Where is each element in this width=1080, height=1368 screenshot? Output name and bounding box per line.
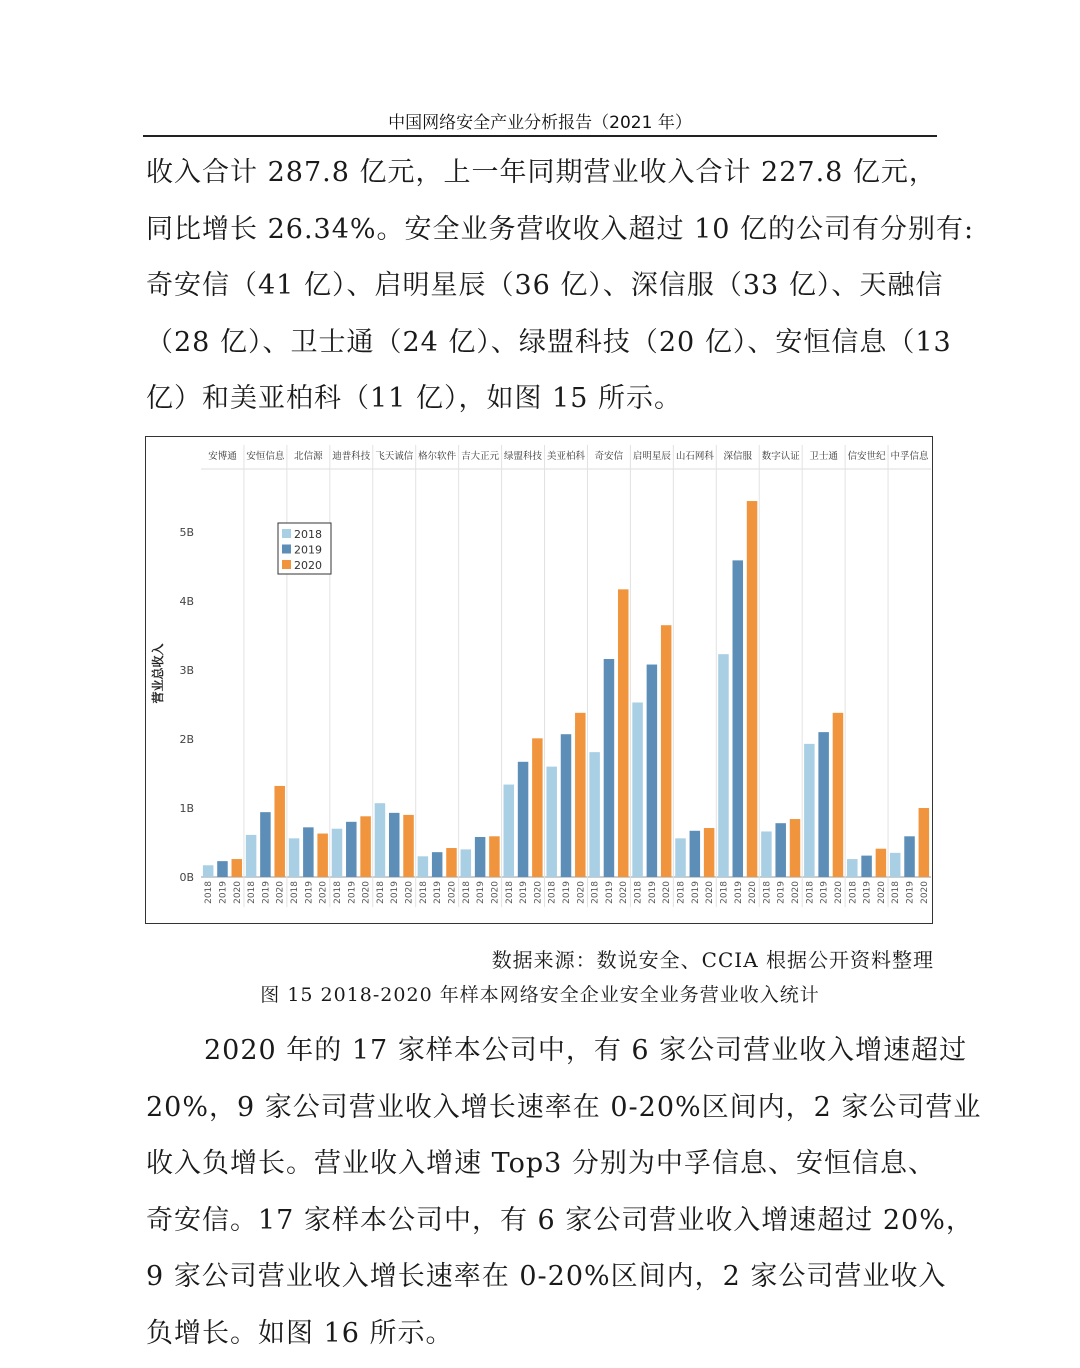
bar-2018 (375, 803, 386, 877)
bar-2018 (761, 831, 772, 877)
year-tick-label: 2018 (590, 881, 601, 904)
bar-2020 (575, 713, 586, 877)
year-tick-label: 2020 (275, 881, 286, 904)
year-tick-label: 2018 (719, 881, 730, 904)
year-tick-label: 2020 (748, 881, 759, 904)
bar-2018 (418, 856, 429, 877)
year-tick-label: 2020 (705, 881, 716, 904)
year-tick-label: 2020 (232, 881, 243, 904)
text-line: 20%，9 家公司营业收入增长速率在 0-20%区间内，2 家公司营业 (146, 1091, 982, 1123)
page-header: 中国网络安全产业分析报告（2021 年） (388, 113, 692, 133)
year-tick-label: 2020 (619, 881, 630, 904)
year-tick-label: 2019 (819, 881, 830, 904)
category-label: 美亚柏科 (546, 451, 586, 462)
year-tick-label: 2018 (332, 881, 343, 904)
bar-2020 (532, 738, 543, 877)
category-label: 山石网科 (675, 451, 714, 462)
year-tick-label: 2020 (404, 881, 415, 904)
bar-2019 (346, 822, 357, 877)
bar-2018 (246, 835, 257, 877)
bar-2018 (718, 654, 729, 877)
legend-swatch (282, 560, 291, 569)
bar-2020 (704, 828, 715, 877)
text-line: 奇安信。17 家样本公司中，有 6 家公司营业收入增速超过 20%， (146, 1204, 974, 1236)
category-label: 启明星辰 (632, 451, 671, 462)
bar-2019 (733, 560, 744, 877)
bar-2018 (289, 838, 300, 877)
year-tick-label: 2019 (476, 881, 487, 904)
bar-2019 (217, 861, 228, 877)
bar-2018 (546, 767, 557, 877)
y-tick-label: 2B (179, 733, 194, 747)
bar-2018 (589, 752, 600, 877)
year-tick-label: 2018 (547, 881, 558, 904)
bar-2019 (303, 827, 314, 877)
y-tick-label: 0B (179, 871, 194, 884)
legend-label: 2019 (294, 543, 322, 557)
bar-2020 (618, 589, 629, 877)
bar-2019 (904, 836, 915, 877)
bar-2019 (260, 812, 271, 877)
year-tick-label: 2020 (662, 881, 673, 904)
year-tick-label: 2018 (848, 881, 859, 904)
category-label: 信安世纪 (847, 451, 886, 462)
year-tick-label: 2019 (862, 881, 873, 904)
bar-2018 (332, 829, 343, 877)
bar-2018 (203, 865, 214, 877)
category-label: 吉大正元 (461, 451, 500, 462)
year-tick-label: 2020 (876, 881, 887, 904)
bar-2019 (432, 852, 443, 877)
year-tick-label: 2018 (204, 881, 215, 904)
text-line: 奇安信（41 亿）、启明星辰（36 亿）、深信服（33 亿）、天融信 (146, 270, 944, 301)
legend-swatch (282, 529, 291, 538)
year-tick-label: 2020 (447, 881, 458, 904)
revenue-bar-chart (146, 437, 934, 925)
bar-2018 (504, 785, 514, 877)
year-tick-label: 2019 (433, 881, 444, 904)
category-label: 奇安信 (594, 451, 624, 462)
bar-2019 (389, 813, 400, 877)
bar-2020 (274, 786, 285, 877)
legend-label: 2018 (294, 528, 322, 541)
bar-2018 (890, 853, 901, 877)
bar-2020 (661, 625, 672, 877)
y-tick-label: 3B (179, 664, 194, 678)
category-label: 深信服 (723, 451, 753, 462)
header-rule (143, 135, 937, 137)
category-label: 绿盟科技 (504, 451, 543, 462)
chart-figure (145, 436, 933, 924)
text-line: 2020 年的 17 家样本公司中，有 6 家公司营业收入增速超过 (204, 1035, 968, 1066)
bar-2019 (604, 659, 615, 877)
bar-2019 (775, 823, 786, 877)
text-line: 同比增长 26.34%。安全业务营收收入超过 10 亿的公司有分别有: (146, 213, 975, 245)
year-tick-label: 2018 (504, 881, 515, 904)
text-line: （28 亿）、卫士通（24 亿）、绿盟科技（20 亿）、安恒信息（13 (146, 326, 952, 358)
y-tick-label: 4B (179, 595, 194, 609)
bar-2020 (403, 815, 414, 877)
year-tick-label: 2019 (733, 881, 744, 904)
text-line: 收入合计 287.8 亿元，上一年同期营业收入合计 227.8 亿元， (146, 157, 937, 188)
text-line: 亿）和美亚柏科（11 亿），如图 15 所示。 (146, 383, 682, 414)
bar-2019 (518, 762, 529, 877)
year-tick-label: 2019 (905, 881, 916, 904)
category-label: 安恒信息 (246, 451, 285, 462)
legend-label: 2020 (294, 559, 322, 572)
year-tick-label: 2020 (791, 881, 802, 904)
year-tick-label: 2019 (218, 881, 229, 904)
year-tick-label: 2018 (805, 881, 816, 904)
year-tick-label: 2018 (247, 881, 258, 904)
category-label: 迪普科技 (332, 451, 371, 462)
bar-2020 (747, 501, 758, 877)
bar-2018 (461, 849, 472, 877)
year-tick-label: 2019 (304, 881, 315, 904)
figure-source: 数据来源：数说安全、CCIA 根据公开资料整理 (491, 948, 934, 972)
year-tick-label: 2018 (891, 881, 902, 904)
year-tick-label: 2019 (347, 881, 358, 904)
bar-2020 (489, 836, 500, 877)
bar-2019 (861, 856, 872, 877)
year-tick-label: 2020 (361, 881, 372, 904)
year-tick-label: 2020 (576, 881, 587, 904)
year-tick-label: 2019 (690, 881, 701, 904)
y-tick-label: 1B (179, 802, 194, 816)
bar-2019 (818, 732, 829, 877)
text-line: 负增长。如图 16 所示。 (146, 1317, 454, 1349)
bar-2020 (790, 819, 801, 877)
category-label: 中孚信息 (890, 451, 929, 462)
year-tick-label: 2020 (833, 881, 844, 904)
bar-2019 (475, 837, 486, 877)
year-tick-label: 2020 (919, 881, 930, 904)
bar-2019 (647, 665, 658, 877)
year-tick-label: 2019 (562, 881, 572, 904)
year-tick-label: 2018 (375, 881, 386, 904)
year-tick-label: 2020 (490, 881, 501, 904)
category-label: 格尔软件 (418, 451, 457, 462)
legend-swatch (282, 545, 291, 554)
year-tick-label: 2018 (418, 881, 429, 904)
bar-2019 (561, 734, 572, 877)
y-axis-title: 营业总收入 (151, 643, 165, 704)
bar-2019 (690, 831, 701, 877)
category-label: 数字认证 (761, 451, 800, 462)
category-label: 卫士通 (809, 451, 838, 462)
paragraph-2 (146, 1023, 982, 1362)
bar-2018 (804, 744, 815, 877)
year-tick-label: 2019 (647, 881, 658, 904)
bar-2020 (919, 808, 930, 877)
year-tick-label: 2018 (633, 881, 644, 904)
bar-2020 (446, 848, 457, 877)
year-tick-label: 2018 (676, 881, 687, 904)
y-tick-label: 5B (179, 526, 194, 540)
bar-2018 (632, 702, 643, 877)
paragraph-1 (146, 145, 975, 428)
year-tick-label: 2020 (533, 881, 544, 904)
category-label: 飞天诚信 (375, 451, 414, 462)
figure-caption: 图 15 2018-2020 年样本网络安全企业安全业务营业收入统计 (260, 984, 820, 1006)
text-line: 9 家公司营业收入增长速率在 0-20%区间内，2 家公司营业收入 (146, 1261, 947, 1292)
year-tick-label: 2018 (461, 881, 472, 904)
year-tick-label: 2020 (318, 881, 329, 904)
year-tick-label: 2019 (519, 881, 530, 904)
bar-2020 (232, 859, 243, 877)
text-line: 收入负增长。营业收入增速 Top3 分别为中孚信息、安恒信息、 (146, 1148, 936, 1179)
bar-2018 (675, 838, 686, 877)
year-tick-label: 2019 (261, 881, 272, 904)
bar-2018 (847, 859, 858, 877)
year-tick-label: 2019 (604, 881, 615, 904)
year-tick-label: 2018 (290, 881, 301, 904)
category-label: 安博通 (208, 451, 237, 462)
bar-2020 (317, 834, 328, 877)
category-label: 北信源 (294, 451, 323, 462)
bar-2020 (360, 816, 371, 877)
year-tick-label: 2019 (776, 881, 787, 904)
bar-2020 (833, 713, 844, 877)
year-tick-label: 2019 (390, 881, 401, 904)
bar-2020 (876, 849, 887, 877)
year-tick-label: 2018 (762, 881, 773, 904)
